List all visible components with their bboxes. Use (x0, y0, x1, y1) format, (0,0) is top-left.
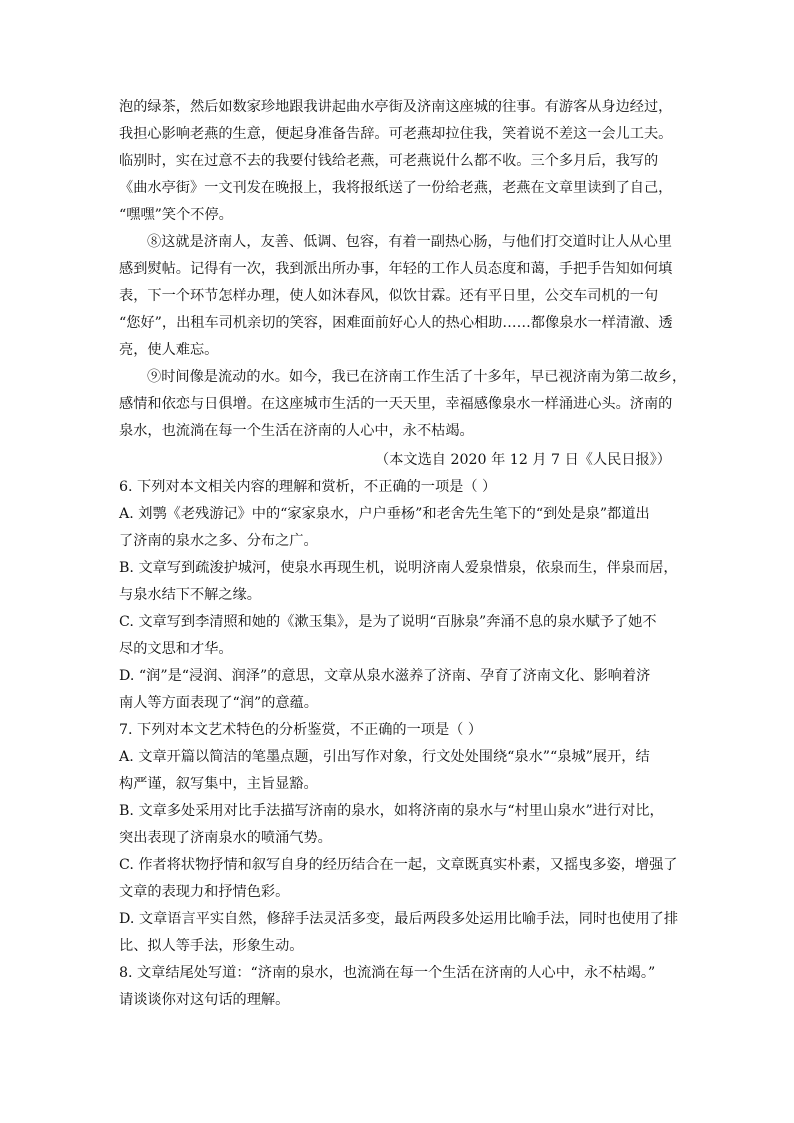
article-line: ⑨时间像是流动的水。如今，我已在济南工作生活了十多年，早已视济南为第二故乡， (147, 369, 687, 385)
question-line: 8. 文章结尾处写道：“济南的泉水，也流淌在每一个生活在济南的人心中，永不枯竭。” (119, 965, 656, 981)
question-line: 构严谨，叙写集中，主旨显豁。 (119, 776, 318, 792)
question-line: A. 文章开篇以简洁的笔墨点题，引出写作对象，行文处处围绕“泉水”“泉城”展开，结 (119, 749, 650, 765)
question-line: B. 文章写到疏浚护城河，使泉水再现生机，说明济南人爱泉惜泉，依泉而生，伴泉而居， (119, 560, 678, 576)
article-line: 亮，使人难忘。 (119, 342, 219, 358)
question-line: 请谈谈你对这句话的理解。 (119, 992, 290, 1008)
question-line: 突出表现了济南泉水的喷涌气势。 (119, 830, 332, 846)
article-line: 我担心影响老燕的生意，便起身准备告辞。可老燕却拉住我，笑着说不差这一会儿工夫。 (119, 126, 673, 142)
article-line: ⑧这就是济南人，友善、低调、包容，有着一副热心肠，与他们打交道时让人从心里 (147, 234, 672, 250)
article-line: 泉水，也流淌在每一个生活在济南的人心中，永不枯竭。 (119, 423, 474, 439)
question-line: 了济南的泉水之多、分布之广。 (119, 533, 318, 549)
question-line: C. 文章写到李清照和她的《漱玉集》，是为了说明“百脉泉”奔涌不息的泉水赋予了她不 (119, 614, 657, 630)
article-line: 感情和依恋与日俱增。在这座城市生活的一天天里，幸福感像泉水一样涌进心头。济南的 (119, 396, 673, 412)
question-line: D. “润”是“浸润、润泽”的意思，文章从泉水滋养了济南、孕育了济南文化、影响着济 (119, 668, 651, 684)
article-source: （本文选自 2020 年 12 月 7 日《人民日报》） (375, 452, 671, 468)
question-line: 与泉水结下不解之缘。 (119, 587, 261, 603)
question-line: D. 文章语言平实自然，修辞手法灵活多变，最后两段多处运用比喻手法，同时也使用了排 (119, 911, 679, 927)
question-line: 尽的文思和才华。 (119, 641, 233, 657)
question-line: B. 文章多处采用对比手法描写济南的泉水，如将济南的泉水与“村里山泉水”进行对比， (119, 803, 664, 819)
question-line: 文章的表现力和抒情色彩。 (119, 884, 290, 900)
article-line: “嘿嘿”笑个不停。 (119, 207, 233, 223)
question-line: A. 刘鹗《老残游记》中的“家家泉水，户户垂杨”和老舍先生笔下的“到处是泉”都道出 (119, 506, 650, 522)
question-line: 7. 下列对本文艺术特色的分析鉴赏，不正确的一项是（ ） (119, 722, 483, 738)
question-line: C. 作者将状物抒情和叙写自身的经历结合在一起，文章既真实朴素，又摇曳多姿，增强了 (119, 857, 678, 873)
article-line: 临别时，实在过意不去的我要付钱给老燕，可老燕说什么都不收。三个多月后，我写的 (119, 153, 659, 169)
article-line: “您好”，出租车司机亲切的笑容，困难面前好心人的热心相助……都像泉水一样清澈、透 (119, 315, 673, 331)
question-line: 比、拟人等手法，形象生动。 (119, 938, 304, 954)
question-line: 南人等方面表现了“润”的意蕴。 (119, 695, 318, 711)
article-line: 泡的绿茶，然后如数家珍地跟我讲起曲水亭街及济南这座城的往事。有游客从身边经过， (119, 99, 673, 115)
question-line: 6. 下列对本文相关内容的理解和赏析，不正确的一项是（ ） (119, 479, 497, 495)
article-line: 《曲水亭街》一文刊发在晚报上，我将报纸送了一份给老燕，老燕在文章里读到了自己， (119, 180, 673, 196)
article-line: 感到熨帖。记得有一次，我到派出所办事，年轻的工作人员态度和蔼，手把手告知如何填 (119, 261, 673, 277)
article-line: 表，下一个环节怎样办理，使人如沐春风，似饮甘霖。还有平日里，公交车司机的一句 (119, 288, 659, 304)
